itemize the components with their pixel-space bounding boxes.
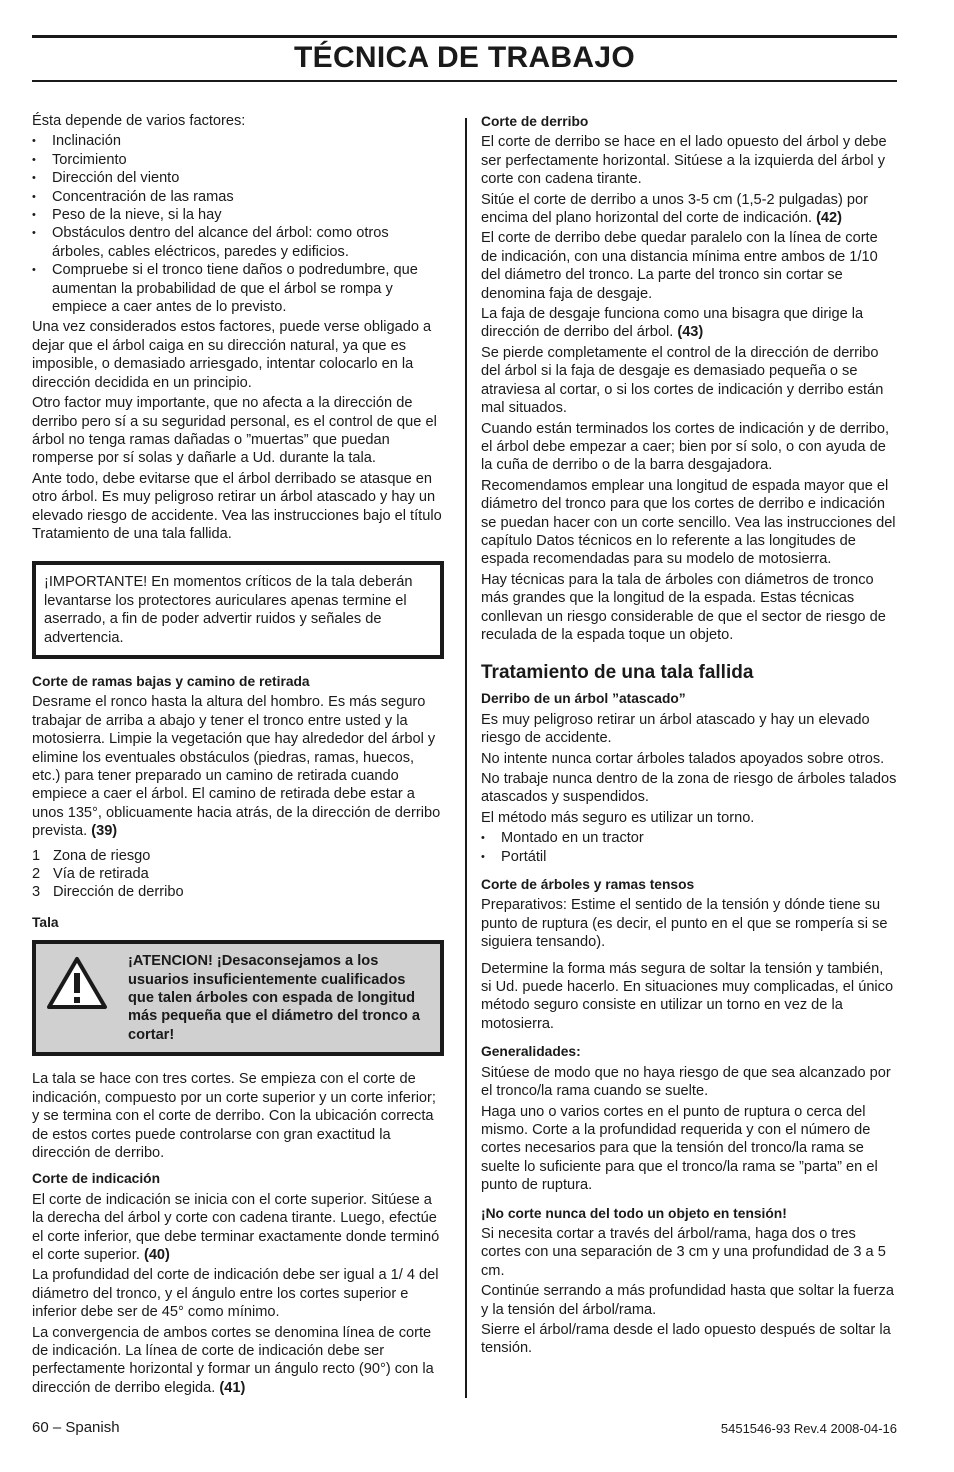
- paragraph: Sierre el árbol/rama desde el lado opuesto después de soltar la tensión.: [481, 1321, 891, 1357]
- indicacion-text: El corte de indicación se inicia con el corte superior. Sitúese a la derecha del árbol y corte con cadena tirante. Luego, efectúe el corte inferior, que debe terminar exactamente donde terminó el corte superior.: [32, 1191, 440, 1263]
- paragraph: Una vez considerados estos factores, puede verse obligado a dejar que el árbol caiga en su dirección natural, ya que es imposible, o demasiado arriesgado, intentar colocarlo en la dirección decidida en un principio.: [32, 319, 432, 391]
- paragraph: Cuando están terminados los cortes de indicación y de derribo, el árbol debe empezar a caer; bien por sí solo, o con ayuda de la cuña de derribo o de la barra desgajadora.: [481, 420, 890, 474]
- important-text: ¡IMPORTANTE! En momentos críticos de la tala deberán levantarse los protectores auriculares apenas termine el aserrado, a fin de poder advertir ruidos y señales de advertencia.: [44, 574, 413, 646]
- paragraph: [481, 305, 897, 342]
- title-rule-top: [32, 35, 897, 38]
- paragraph: Otro factor muy importante, que no afecta a la dirección de derribo pero sí a su seguridad personal, es el control de que el árbol no tenga ramas dañadas o ”muertas” que puedan romperse por sí solas y dañarle a Ud. durante la tala.: [32, 395, 437, 467]
- paragraph: La tala se hace con tres cortes. Se empieza con el corte de indicación, compuesto por un corte superior y un corte inferior; y se termina con el corte de derribo. Con la ubicación correcta de estos cortes puede controlarse con gran exactitud la dirección de derribo.: [32, 1071, 436, 1161]
- paragraph: No trabaje nunca dentro de la zona de riesgo de árboles talados atascados y suspendidos.: [481, 771, 897, 806]
- paragraph: Se pierde completamente el control de la dirección de derribo del árbol si la faja de desgaje es demasiado pequeña o se atraviesa al cortar, o si los cortes de indicación y derribo están mal situados.: [481, 344, 884, 417]
- paragraph: Haga uno o varios cortes en el punto de ruptura o cerca del mismo. Corte a la profundidad requerida y con el número de cortes necesarios para que la tensión del tronco/la rama se suelte lo suficiente para que el tronco/la rama se ”parta” en el punto de ruptura.: [481, 1103, 878, 1194]
- figure-ref: (42): [816, 210, 843, 227]
- heading-general: Generalidades:: [481, 1044, 581, 1060]
- list-item: • Inclinación: [32, 132, 444, 150]
- heading-felling-cut: Corte de derribo: [481, 114, 589, 129]
- paragraph: El corte de derribo se hace en el lado opuesto del árbol y debe ser perfectamente horizontal. Sitúese a la izquierda del árbol y corte con cadena tirante.: [481, 134, 887, 188]
- list-item: • Dirección del viento: [32, 169, 444, 187]
- paragraph: Sitúese de modo que no haya riesgo de que sea alcanzado por el tronco/la rama cuando se suelte.: [481, 1064, 891, 1100]
- item-text: Dirección de derribo: [53, 884, 184, 901]
- list-item: • Peso de la nieve, si la hay: [32, 206, 444, 224]
- paragraph: Preparativos: Estime el sentido de la tensión y dónde tiene su punto de ruptura (es decir, el punto en el que se rompería si se siguiera tensando).: [481, 897, 888, 951]
- paragraph: El corte de derribo debe quedar paralelo con la línea de corte de indicación, con una distancia mínima entre ambos de 1/10 del diámetro del tronco. La parte del tronco sin cortar se denomina faja de desgaje.: [481, 230, 878, 302]
- paragraph: El método más seguro es utilizar un torno.: [481, 809, 755, 826]
- column-divider: [465, 118, 467, 1398]
- item-number: 3: [32, 884, 41, 901]
- item-number: 1: [32, 847, 41, 864]
- paragraph: La profundidad del corte de indicación debe ser igual a 1/ 4 del diámetro del tronco, y el ángulo entre los cortes superior e inferior debe ser de 45° como mínimo.: [32, 1267, 439, 1321]
- figure-ref: (40): [143, 1246, 170, 1263]
- derribo-text: La faja de desgaje funciona como una bisagra que dirige la dirección de derribo del árbol.: [481, 306, 864, 341]
- paragraph: Determine la forma más segura de soltar la tensión y también, si Ud. puede hacerlo. En situaciones muy complicadas, el único método seguro consiste en utilizar un torno en vez de la motosierra.: [481, 960, 894, 1032]
- list-item: [32, 883, 444, 901]
- ramas-text: Desrame el ronco hasta la altura del hombro. Es más seguro trabajar de arriba a abajo y tener el tronco entre usted y la motosierra. Limpie la vegetación que hay alrededor del árbol y elimine los eventuales obstáculos (piedras, ramas, huecos, etc.) para tener preparado un camino de retirada cuando empiece a caer el árbol. El camino de retirada debe estar a unos 135°, oblicuamente hacia atrás, de la dirección de derribo prevista.: [32, 694, 441, 840]
- list-item: • Concentración de las ramas: [32, 188, 444, 206]
- intro-text: Ésta depende de varios factores:: [32, 113, 246, 129]
- important-box: [32, 561, 444, 659]
- warning-box: [32, 940, 444, 1056]
- paragraph: Si necesita cortar a través del árbol/rama, haga dos o tres cortes con una separación de 3 cm y una profundidad de 3 a 5 cm.: [481, 1225, 886, 1279]
- paragraph: Continúe serrando a más profundidad hasta que soltar la fuerza y la tensión del árbol/rama.: [481, 1283, 894, 1318]
- factors-list: [32, 132, 444, 316]
- winch-list: [481, 829, 897, 866]
- paragraph: No intente nunca cortar árboles talados apoyados sobre otros.: [481, 750, 885, 767]
- list-item: • Torcimiento: [32, 151, 444, 169]
- list-item: • Obstáculos dentro del alcance del árbol: como otros árboles, cables eléctricos, paredes y edificios.: [32, 224, 444, 261]
- numbered-list: [32, 847, 444, 902]
- section-heading: Tratamiento de una tala fallida: [481, 662, 754, 684]
- paragraph: Ante todo, debe evitarse que el árbol derribado se atasque en otro árbol. Es muy peligroso retirar un árbol atascado y hay un elevado riesgo de accidente. Vea las instrucciones bajo el título Tratamiento de una tala fallida.: [32, 470, 442, 542]
- heading-felling: Tala: [32, 914, 59, 930]
- paragraph: [32, 693, 444, 840]
- list-item: • Montado en un tractor: [481, 829, 897, 847]
- page-number: 60 – Spanish: [32, 1419, 120, 1436]
- heading-low-branches: Corte de ramas bajas y camino de retirada: [32, 673, 310, 689]
- heading-never-cut: ¡No corte nunca del todo un objeto en tensión!: [481, 1205, 787, 1221]
- paragraph: Hay técnicas para la tala de árboles con diámetros de tronco más grandes que la longitud de la espada. Estas técnicas conllevan un riesgo considerable de que el sector de riesgo de reculada de la espada toque un objeto.: [481, 571, 886, 643]
- list-item: • Portátil: [481, 848, 897, 866]
- heading-notch-cut: Corte de indicación: [32, 1171, 161, 1187]
- paragraph: [481, 191, 897, 228]
- right-column: [481, 112, 897, 1360]
- heading-stuck-tree: Derribo de un árbol ”atascado”: [481, 691, 686, 707]
- figure-ref: (43): [677, 324, 704, 341]
- paragraph: [32, 1324, 444, 1398]
- indicacion-text: La convergencia de ambos cortes se denomina línea de corte de indicación. La línea de corte de indicación debe ser perfectamente horizontal y formar un ángulo recto (90°) con la dirección de derribo elegida.: [32, 1324, 434, 1396]
- document-reference: 5451546-93 Rev.4 2008-04-16: [720, 1421, 897, 1436]
- paragraph: Es muy peligroso retirar un árbol atascado y hay un elevado riesgo de accidente.: [481, 711, 870, 747]
- figure-ref: (39): [91, 823, 118, 840]
- paragraph: [32, 1191, 444, 1265]
- title-rule-bottom: [32, 80, 897, 82]
- derribo-text: Sitúe el corte de derribo a unos 3-5 cm (1,5-2 pulgadas) por encima del plano horizontal del corte de indicación.: [481, 191, 868, 227]
- figure-ref: (41): [219, 1379, 246, 1396]
- list-item: • Compruebe si el tronco tiene daños o podredumbre, que aumentan la probabilidad de que el árbol se rompa y empiece a caer antes de lo previsto.: [32, 261, 444, 316]
- item-text: Vía de retirada: [53, 866, 149, 883]
- item-number: 2: [32, 866, 41, 883]
- item-text: Zona de riesgo: [53, 847, 151, 864]
- paragraph: Recomendamos emplear una longitud de espada mayor que el diámetro del tronco para que los cortes de derribo e indicación se puedan hacer con un corte sencillo. Vea las instrucciones del capítulo Datos técnicos en lo referente a las longitudes de espada recomendadas para su modelo de motosierra.: [481, 477, 896, 568]
- warning-triangle-icon: [46, 956, 116, 1044]
- warning-text: ¡ATENCION! ¡Desaconsejamos a los usuarios insuficientemente cualificados que talen árboles con espada de longitud más pequeña que el diámetro del tronco a cortar!: [128, 953, 420, 1043]
- list-item: [32, 847, 444, 865]
- heading-tensioned: Corte de árboles y ramas tensos: [481, 877, 695, 893]
- list-item: [32, 865, 444, 883]
- page-title: TÉCNICA DE TRABAJO: [294, 41, 635, 74]
- left-column: [32, 112, 444, 1399]
